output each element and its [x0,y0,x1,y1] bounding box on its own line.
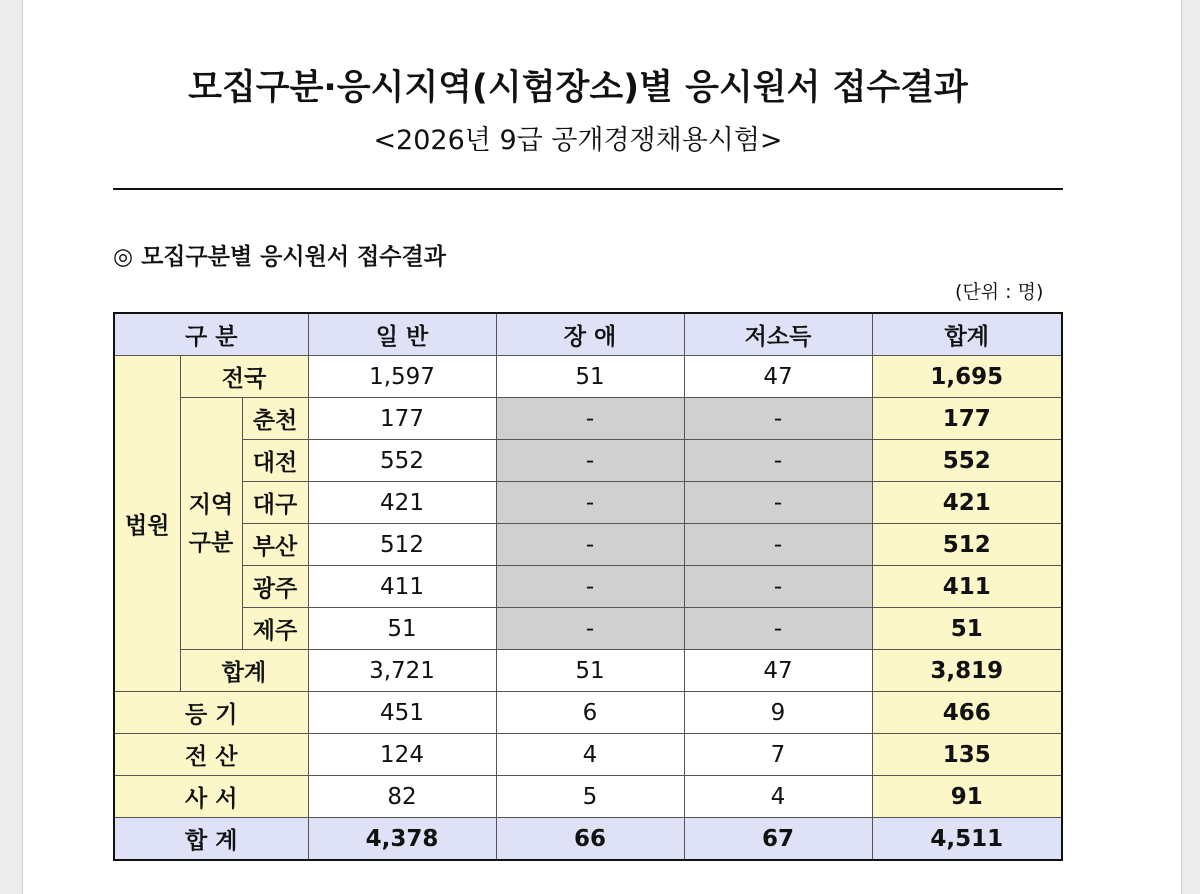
cell-total: 135 [872,734,1062,776]
table-row [114,398,1062,440]
row-label: 대구 [242,482,308,524]
row-label: 사 서 [114,776,308,818]
cell-total: 3,819 [872,650,1062,692]
results-table [113,312,1063,861]
cell-total: 421 [872,482,1062,524]
cell-disabled: 4 [496,734,684,776]
table-header-row [114,313,1062,356]
cell-total: 91 [872,776,1062,818]
row-label: 등 기 [114,692,308,734]
cell-disabled: 5 [496,776,684,818]
header-category: 구 분 [114,313,308,356]
row-label: 전 산 [114,734,308,776]
table-row [114,734,1062,776]
cell-low-income: - [684,398,872,440]
grand-total-row [114,818,1062,861]
cell-general: 82 [308,776,496,818]
cell-general: 124 [308,734,496,776]
cell-low-income: - [684,482,872,524]
title-divider [113,188,1063,190]
cell-total: 411 [872,566,1062,608]
cell-total: 177 [872,398,1062,440]
cell-low-income: 4 [684,776,872,818]
cell-disabled: - [496,608,684,650]
row-label: 합계 [180,650,308,692]
cell-total: 466 [872,692,1062,734]
cell-disabled: 6 [496,692,684,734]
row-label: 대전 [242,440,308,482]
cell-disabled: 51 [496,356,684,398]
cell-total: 4,511 [872,818,1062,861]
header-general: 일 반 [308,313,496,356]
table-row [114,776,1062,818]
cell-general: 451 [308,692,496,734]
cell-low-income: - [684,440,872,482]
cell-total: 51 [872,608,1062,650]
cell-total: 1,695 [872,356,1062,398]
table-row [114,650,1062,692]
cell-low-income: - [684,566,872,608]
cell-low-income: 7 [684,734,872,776]
cell-total: 552 [872,440,1062,482]
cell-disabled: - [496,566,684,608]
page-title: 모집구분·응시지역(시험장소)별 응시원서 접수결과 [188,68,968,108]
table-row [114,566,1062,608]
cell-disabled: 51 [496,650,684,692]
row-label: 전국 [180,356,308,398]
row-label: 합 계 [114,818,308,861]
table-row [114,482,1062,524]
cell-general: 421 [308,482,496,524]
section-title: ◎ 모집구분별 응시원서 접수결과 [113,244,446,270]
header-low-income: 저소득 [684,313,872,356]
cell-low-income: 67 [684,818,872,861]
cell-general: 177 [308,398,496,440]
region-label-line2: 구분 [188,529,234,556]
cell-disabled: - [496,524,684,566]
cell-general: 51 [308,608,496,650]
table-row [114,356,1062,398]
table-row [114,440,1062,482]
row-label: 광주 [242,566,308,608]
court-label: 법원 [114,356,180,692]
row-label: 부산 [242,524,308,566]
row-label: 춘천 [242,398,308,440]
header-total: 합계 [872,313,1062,356]
cell-low-income: 47 [684,356,872,398]
row-label: 제주 [242,608,308,650]
header-disabled: 장 애 [496,313,684,356]
unit-label: (단위 : 명) [955,281,1044,303]
page-subtitle: <2026년 9급 공개경쟁채용시험> [373,125,783,156]
cell-general: 411 [308,566,496,608]
cell-disabled: - [496,440,684,482]
cell-low-income: - [684,608,872,650]
cell-general: 512 [308,524,496,566]
cell-general: 552 [308,440,496,482]
table-row [114,524,1062,566]
table-row [114,692,1062,734]
cell-low-income: - [684,524,872,566]
table-row [114,608,1062,650]
cell-disabled: - [496,482,684,524]
cell-low-income: 47 [684,650,872,692]
cell-low-income: 9 [684,692,872,734]
cell-disabled: 66 [496,818,684,861]
region-group-label [180,398,242,650]
cell-general: 4,378 [308,818,496,861]
cell-disabled: - [496,398,684,440]
cell-general: 1,597 [308,356,496,398]
region-label-line1: 지역 [188,491,234,518]
cell-general: 3,721 [308,650,496,692]
cell-total: 512 [872,524,1062,566]
